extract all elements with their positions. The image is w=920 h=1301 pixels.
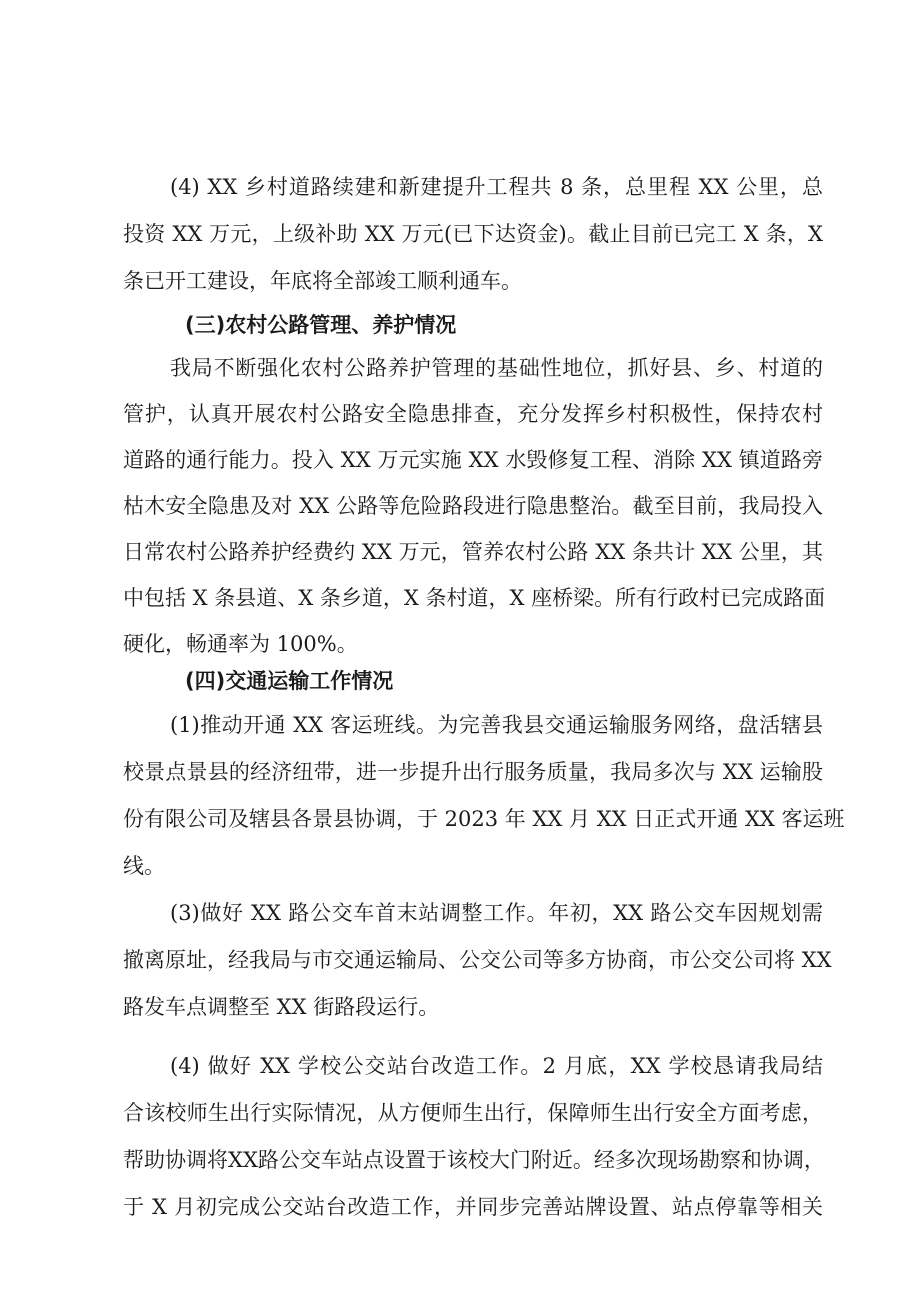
paragraph-line: 管护，认真开展农村公路安全隐患排查，充分发挥乡村积极性，保持农村 <box>123 402 823 426</box>
paragraph-line: 校景点景县的经济纽带，进一步提升出行服务质量，我局多次与 XX 运输股 <box>123 760 823 784</box>
section-heading: (三)农村公路管理、养护情况 <box>185 313 457 337</box>
paragraph-line: 中包括 X 条县道、X 条乡道，X 条村道，X 座桥梁。所有行政村已完成路面 <box>123 586 826 610</box>
section-heading: (四)交通运输工作情况 <box>185 669 394 693</box>
paragraph-line: 条已开工建设，年底将全部竣工顺利通车。 <box>123 269 522 293</box>
paragraph-line: 线。 <box>123 854 165 878</box>
paragraph-line: 道路的通行能力。投入 XX 万元实施 XX 水毁修复工程、消除 XX 镇道路旁 <box>123 448 823 472</box>
paragraph-line: (4) 做好 XX 学校公交站台改造工作。2 月底，XX 学校恳请我局结 <box>170 1054 823 1078</box>
paragraph-line: (4) XX 乡村道路续建和新建提升工程共 8 条，总里程 XX 公里，总 <box>170 175 823 199</box>
paragraph-line: 合该校师生出行实际情况，从方便师生出行，保障师生出行安全方面考虑， <box>123 1101 823 1125</box>
paragraph-line: 硬化，畅通率为 100%。 <box>123 632 358 656</box>
paragraph-line: 枯木安全隐患及对 XX 公路等危险路段进行隐患整治。截至目前，我局投入 <box>123 494 823 518</box>
paragraph-line: 帮助协调将XX路公交车站点设置于该校大门附近。经多次现场勘察和协调， <box>123 1148 825 1172</box>
paragraph-line: 投资 XX 万元，上级补助 XX 万元(已下达资金)。截止目前已完工 X 条，X <box>123 222 823 246</box>
paragraph-line: 份有限公司及辖县各景县协调，于 2023 年 XX 月 XX 日正式开通 XX 客运班 <box>123 807 845 831</box>
paragraph-line: 于 X 月初完成公交站台改造工作，并同步完善站牌设置、站点停靠等相关 <box>123 1195 823 1219</box>
paragraph-line: 我局不断强化农村公路养护管理的基础性地位，抓好县、乡、村道的 <box>170 356 823 380</box>
paragraph-line: (1)推动开通 XX 客运班线。为完善我县交通运输服务网络，盘活辖县 <box>170 713 823 737</box>
paragraph-line: 路发车点调整至 XX 街路段运行。 <box>123 995 440 1019</box>
paragraph-line: (3)做好 XX 路公交车首末站调整工作。年初，XX 路公交车因规划需 <box>170 901 823 925</box>
paragraph-line: 撤离原址，经我局与市交通运输局、公交公司等多方协商，市公交公司将 XX <box>123 948 832 972</box>
paragraph-line: 日常农村公路养护经费约 XX 万元，管养农村公路 XX 条共计 XX 公里，其 <box>123 540 823 564</box>
